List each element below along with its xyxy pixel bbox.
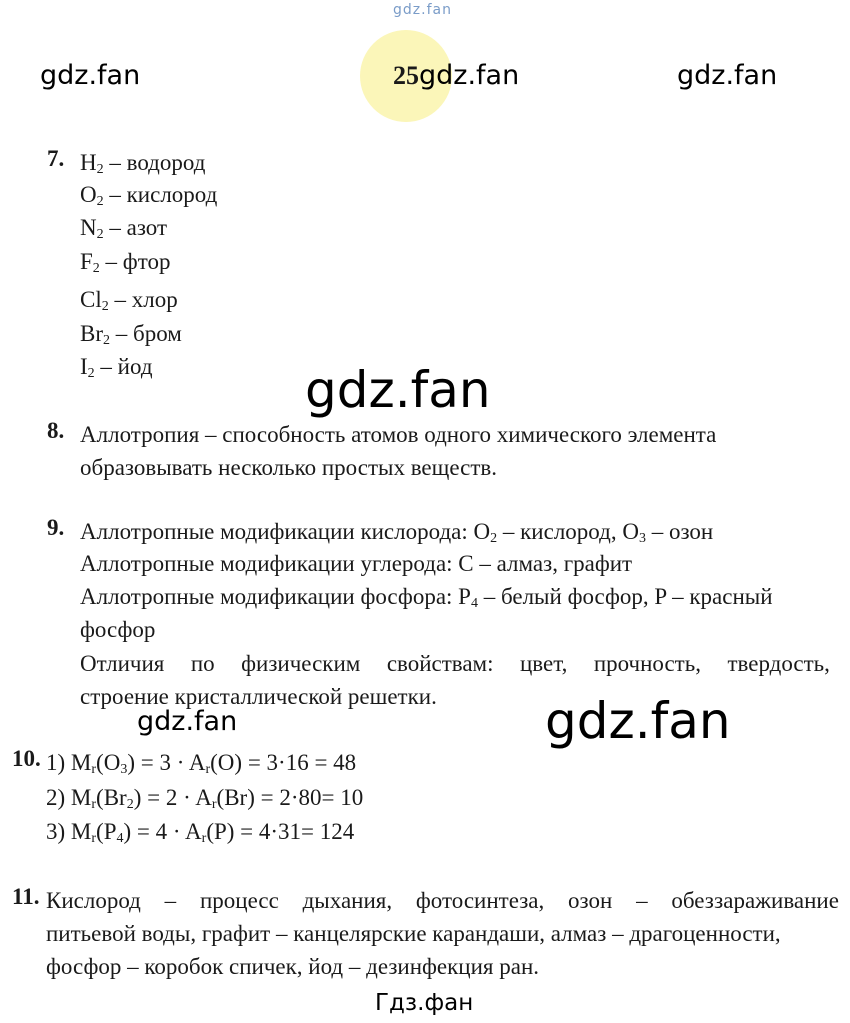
watermark-header-left: gdz.fan (40, 60, 141, 91)
task-10-line: 3) $M_r(P_4) = 4 \cdot A_r(P) = 4\cdot 31= 124$ (46, 819, 355, 846)
task-9-carbon: Аллотропные модификации углерода: C – алмаз, графит (80, 551, 633, 576)
task-11-line-3: фосфор – коробок спичек, йод – дезинфекция ран. (46, 954, 540, 979)
task-9-oxygen: Аллотропные модификации кислорода: $O_2$ – кислород, $O_3$ – озон (80, 519, 714, 546)
task-11-line-1: Кислород – процесс дыхания, фотосинтеза, озон – обеззараживание (46, 888, 839, 913)
watermark-middle: gdz.fan (305, 361, 491, 419)
task-10-line: 1) $M_r(O_3) = 3 \cdot A_r(O) = 3\cdot 16 = 48$ (46, 750, 357, 777)
task-8-line-1: Аллотропия – способность атомов одного химического элемента (80, 422, 717, 447)
watermark-header-right: gdz.fan (677, 60, 778, 91)
task-7-line: $F_2$ – фтор (80, 249, 171, 276)
task-11-line-2: питьевой воды, графит – канцелярские карандаши, алмаз – драгоценности, (46, 921, 781, 946)
page-number: 25 (393, 61, 419, 90)
task-8-line-2: образовывать несколько простых веществ. (80, 455, 497, 480)
task-number-11: 11. (12, 884, 40, 909)
task-number-10: 10. (12, 746, 41, 771)
task-7-line: $Br_2$ – бром (80, 321, 182, 348)
watermark-lower-right: gdz.fan (545, 692, 731, 750)
task-number-7: 7. (47, 146, 65, 171)
task-7-line: $I_2$ – йод (80, 354, 153, 381)
task-9-phosphorus-cont: фосфор (80, 617, 156, 642)
watermark-header-center: gdz.fan (419, 60, 520, 91)
task-7-line: $H_2$ – водород (80, 150, 206, 177)
watermark-top: gdz.fan (393, 2, 452, 18)
task-10-line: 2) $M_r(Br_2) = 2 \cdot A_r(Br) = 2\cdot 80= 10$ (46, 785, 364, 812)
task-7-line: $N_2$ – азот (80, 215, 168, 242)
task-9-phosphorus: Аллотропные модификации фосфора: $P_4$ – белый фосфор, P – красный (80, 584, 773, 611)
task-number-9: 9. (47, 515, 65, 540)
page-header (393, 60, 519, 91)
task-7-line: $O_2$ – кислород (80, 182, 218, 209)
watermark-footer: Гдз.фан (375, 990, 474, 1016)
watermark-lower-left: gdz.fan (137, 706, 238, 737)
task-9-differences: Отличия по физическим свойствам: цвет, прочность, твердость, (80, 651, 830, 676)
task-number-8: 8. (47, 418, 65, 443)
task-9-differences-end: строение кристаллической решетки. (80, 684, 437, 709)
task-7-line: $Cl_2$ – хлор (80, 287, 178, 314)
